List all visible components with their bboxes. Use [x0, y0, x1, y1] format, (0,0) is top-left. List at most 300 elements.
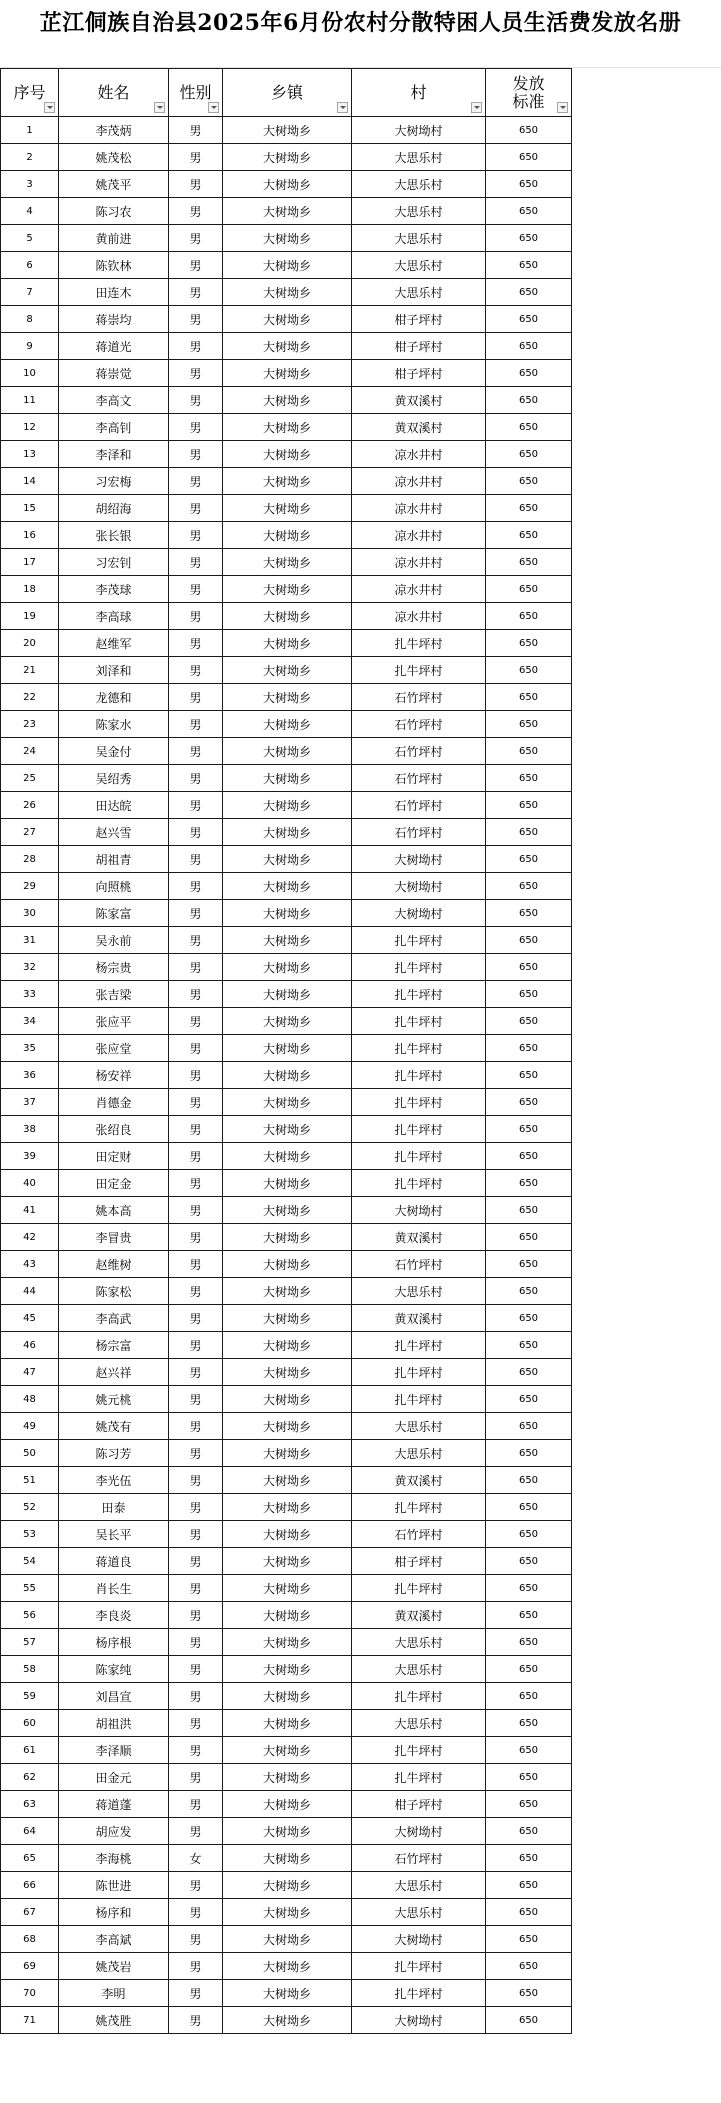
cell-township[interactable]: 大树坳乡	[223, 225, 352, 252]
cell-standard[interactable]: 650	[486, 1710, 572, 1737]
cell-name[interactable]: 胡祖洪	[59, 1710, 169, 1737]
cell-village[interactable]: 大思乐村	[352, 1440, 486, 1467]
cell-name[interactable]: 肖长生	[59, 1575, 169, 1602]
cell-village[interactable]: 大思乐村	[352, 1899, 486, 1926]
cell-township[interactable]: 大树坳乡	[223, 1440, 352, 1467]
filter-dropdown-icon[interactable]	[557, 102, 568, 113]
cell-standard[interactable]: 650	[486, 576, 572, 603]
cell-index[interactable]: 55	[1, 1575, 59, 1602]
cell-index[interactable]: 49	[1, 1413, 59, 1440]
cell-name[interactable]: 张长银	[59, 522, 169, 549]
cell-township[interactable]: 大树坳乡	[223, 1197, 352, 1224]
cell-standard[interactable]: 650	[486, 1602, 572, 1629]
cell-village[interactable]: 扎牛坪村	[352, 1764, 486, 1791]
cell-standard[interactable]: 650	[486, 171, 572, 198]
cell-index[interactable]: 21	[1, 657, 59, 684]
cell-standard[interactable]: 650	[486, 306, 572, 333]
cell-township[interactable]: 大树坳乡	[223, 981, 352, 1008]
cell-gender[interactable]: 男	[169, 765, 223, 792]
cell-village[interactable]: 大思乐村	[352, 1413, 486, 1440]
cell-gender[interactable]: 男	[169, 1359, 223, 1386]
cell-standard[interactable]: 650	[486, 468, 572, 495]
cell-index[interactable]: 4	[1, 198, 59, 225]
cell-index[interactable]: 13	[1, 441, 59, 468]
cell-standard[interactable]: 650	[486, 414, 572, 441]
cell-village[interactable]: 石竹坪村	[352, 1845, 486, 1872]
cell-gender[interactable]: 男	[169, 1953, 223, 1980]
cell-index[interactable]: 31	[1, 927, 59, 954]
cell-gender[interactable]: 男	[169, 1332, 223, 1359]
cell-index[interactable]: 12	[1, 414, 59, 441]
cell-township[interactable]: 大树坳乡	[223, 1791, 352, 1818]
cell-standard[interactable]: 650	[486, 657, 572, 684]
cell-name[interactable]: 刘昌宣	[59, 1683, 169, 1710]
cell-index[interactable]: 14	[1, 468, 59, 495]
cell-standard[interactable]: 650	[486, 738, 572, 765]
cell-gender[interactable]: 男	[169, 1737, 223, 1764]
cell-gender[interactable]: 男	[169, 1197, 223, 1224]
cell-gender[interactable]: 女	[169, 1845, 223, 1872]
cell-index[interactable]: 50	[1, 1440, 59, 1467]
cell-township[interactable]: 大树坳乡	[223, 333, 352, 360]
cell-name[interactable]: 杨序根	[59, 1629, 169, 1656]
cell-gender[interactable]: 男	[169, 1656, 223, 1683]
cell-index[interactable]: 61	[1, 1737, 59, 1764]
cell-village[interactable]: 大思乐村	[352, 225, 486, 252]
cell-gender[interactable]: 男	[169, 1629, 223, 1656]
cell-township[interactable]: 大树坳乡	[223, 1251, 352, 1278]
cell-gender[interactable]: 男	[169, 468, 223, 495]
cell-name[interactable]: 胡绍海	[59, 495, 169, 522]
cell-index[interactable]: 52	[1, 1494, 59, 1521]
cell-gender[interactable]: 男	[169, 1278, 223, 1305]
cell-township[interactable]: 大树坳乡	[223, 1224, 352, 1251]
cell-township[interactable]: 大树坳乡	[223, 1143, 352, 1170]
cell-standard[interactable]: 650	[486, 1845, 572, 1872]
cell-standard[interactable]: 650	[486, 1629, 572, 1656]
cell-township[interactable]: 大树坳乡	[223, 1467, 352, 1494]
cell-village[interactable]: 扎牛坪村	[352, 1494, 486, 1521]
cell-index[interactable]: 68	[1, 1926, 59, 1953]
cell-township[interactable]: 大树坳乡	[223, 468, 352, 495]
cell-index[interactable]: 36	[1, 1062, 59, 1089]
cell-name[interactable]: 赵兴祥	[59, 1359, 169, 1386]
cell-village[interactable]: 扎牛坪村	[352, 1062, 486, 1089]
cell-gender[interactable]: 男	[169, 1386, 223, 1413]
cell-village[interactable]: 扎牛坪村	[352, 1035, 486, 1062]
cell-gender[interactable]: 男	[169, 1035, 223, 1062]
cell-standard[interactable]: 650	[486, 630, 572, 657]
cell-standard[interactable]: 650	[486, 1575, 572, 1602]
cell-name[interactable]: 赵兴雪	[59, 819, 169, 846]
cell-index[interactable]: 38	[1, 1116, 59, 1143]
cell-standard[interactable]: 650	[486, 1251, 572, 1278]
cell-index[interactable]: 59	[1, 1683, 59, 1710]
column-header[interactable]	[169, 69, 223, 117]
cell-name[interactable]: 杨序和	[59, 1899, 169, 1926]
cell-index[interactable]: 11	[1, 387, 59, 414]
cell-township[interactable]: 大树坳乡	[223, 360, 352, 387]
cell-township[interactable]: 大树坳乡	[223, 954, 352, 981]
cell-gender[interactable]: 男	[169, 1602, 223, 1629]
cell-village[interactable]: 大思乐村	[352, 279, 486, 306]
cell-index[interactable]: 48	[1, 1386, 59, 1413]
cell-index[interactable]: 26	[1, 792, 59, 819]
cell-name[interactable]: 田定金	[59, 1170, 169, 1197]
cell-village[interactable]: 大思乐村	[352, 1710, 486, 1737]
cell-township[interactable]: 大树坳乡	[223, 1926, 352, 1953]
cell-township[interactable]: 大树坳乡	[223, 819, 352, 846]
cell-village[interactable]: 大思乐村	[352, 144, 486, 171]
cell-index[interactable]: 8	[1, 306, 59, 333]
cell-gender[interactable]: 男	[169, 684, 223, 711]
cell-name[interactable]: 习宏钊	[59, 549, 169, 576]
cell-village[interactable]: 石竹坪村	[352, 792, 486, 819]
cell-name[interactable]: 蒋崇均	[59, 306, 169, 333]
cell-name[interactable]: 张应堂	[59, 1035, 169, 1062]
cell-gender[interactable]: 男	[169, 1872, 223, 1899]
cell-township[interactable]: 大树坳乡	[223, 792, 352, 819]
cell-index[interactable]: 58	[1, 1656, 59, 1683]
cell-name[interactable]: 田定财	[59, 1143, 169, 1170]
cell-gender[interactable]: 男	[169, 819, 223, 846]
cell-township[interactable]: 大树坳乡	[223, 1710, 352, 1737]
cell-township[interactable]: 大树坳乡	[223, 1332, 352, 1359]
cell-standard[interactable]: 650	[486, 1143, 572, 1170]
cell-village[interactable]: 石竹坪村	[352, 1521, 486, 1548]
cell-standard[interactable]: 650	[486, 1008, 572, 1035]
cell-standard[interactable]: 650	[486, 549, 572, 576]
cell-township[interactable]: 大树坳乡	[223, 1602, 352, 1629]
cell-name[interactable]: 陈家水	[59, 711, 169, 738]
cell-name[interactable]: 田金元	[59, 1764, 169, 1791]
cell-village[interactable]: 扎牛坪村	[352, 657, 486, 684]
cell-index[interactable]: 27	[1, 819, 59, 846]
cell-township[interactable]: 大树坳乡	[223, 252, 352, 279]
cell-gender[interactable]: 男	[169, 1251, 223, 1278]
cell-standard[interactable]: 650	[486, 333, 572, 360]
cell-name[interactable]: 黄前进	[59, 225, 169, 252]
cell-township[interactable]: 大树坳乡	[223, 1170, 352, 1197]
column-header[interactable]	[59, 69, 169, 117]
cell-township[interactable]: 大树坳乡	[223, 1683, 352, 1710]
cell-index[interactable]: 32	[1, 954, 59, 981]
cell-standard[interactable]: 650	[486, 225, 572, 252]
cell-index[interactable]: 54	[1, 1548, 59, 1575]
cell-village[interactable]: 凉水井村	[352, 522, 486, 549]
cell-village[interactable]: 扎牛坪村	[352, 1737, 486, 1764]
cell-standard[interactable]: 650	[486, 873, 572, 900]
cell-village[interactable]: 大思乐村	[352, 1656, 486, 1683]
cell-standard[interactable]: 650	[486, 1872, 572, 1899]
cell-gender[interactable]: 男	[169, 1791, 223, 1818]
cell-standard[interactable]: 650	[486, 765, 572, 792]
cell-standard[interactable]: 650	[486, 144, 572, 171]
cell-gender[interactable]: 男	[169, 144, 223, 171]
cell-gender[interactable]: 男	[169, 495, 223, 522]
cell-name[interactable]: 胡祖青	[59, 846, 169, 873]
cell-index[interactable]: 34	[1, 1008, 59, 1035]
cell-name[interactable]: 姚茂岩	[59, 1953, 169, 1980]
cell-standard[interactable]: 650	[486, 1359, 572, 1386]
cell-village[interactable]: 石竹坪村	[352, 765, 486, 792]
cell-village[interactable]: 扎牛坪村	[352, 1008, 486, 1035]
cell-village[interactable]: 大树坳村	[352, 1818, 486, 1845]
column-header[interactable]	[352, 69, 486, 117]
cell-gender[interactable]: 男	[169, 225, 223, 252]
cell-township[interactable]: 大树坳乡	[223, 1548, 352, 1575]
cell-township[interactable]: 大树坳乡	[223, 198, 352, 225]
cell-standard[interactable]: 650	[486, 954, 572, 981]
cell-village[interactable]: 柑子坪村	[352, 306, 486, 333]
cell-name[interactable]: 吴长平	[59, 1521, 169, 1548]
cell-township[interactable]: 大树坳乡	[223, 1062, 352, 1089]
cell-gender[interactable]: 男	[169, 981, 223, 1008]
cell-gender[interactable]: 男	[169, 900, 223, 927]
cell-gender[interactable]: 男	[169, 792, 223, 819]
cell-village[interactable]: 黄双溪村	[352, 1224, 486, 1251]
cell-standard[interactable]: 650	[486, 279, 572, 306]
cell-gender[interactable]: 男	[169, 576, 223, 603]
cell-index[interactable]: 47	[1, 1359, 59, 1386]
cell-name[interactable]: 李高武	[59, 1305, 169, 1332]
cell-gender[interactable]: 男	[169, 873, 223, 900]
cell-village[interactable]: 扎牛坪村	[352, 1386, 486, 1413]
cell-index[interactable]: 56	[1, 1602, 59, 1629]
cell-village[interactable]: 凉水井村	[352, 549, 486, 576]
cell-village[interactable]: 扎牛坪村	[352, 1332, 486, 1359]
cell-index[interactable]: 29	[1, 873, 59, 900]
cell-township[interactable]: 大树坳乡	[223, 846, 352, 873]
cell-name[interactable]: 蒋道蓬	[59, 1791, 169, 1818]
cell-index[interactable]: 40	[1, 1170, 59, 1197]
cell-standard[interactable]: 650	[486, 846, 572, 873]
cell-township[interactable]: 大树坳乡	[223, 1629, 352, 1656]
cell-township[interactable]: 大树坳乡	[223, 684, 352, 711]
cell-village[interactable]: 扎牛坪村	[352, 630, 486, 657]
cell-standard[interactable]: 650	[486, 495, 572, 522]
cell-village[interactable]: 大树坳村	[352, 117, 486, 144]
cell-index[interactable]: 70	[1, 1980, 59, 2007]
cell-name[interactable]: 赵维树	[59, 1251, 169, 1278]
cell-township[interactable]: 大树坳乡	[223, 900, 352, 927]
cell-name[interactable]: 李泽顺	[59, 1737, 169, 1764]
cell-township[interactable]: 大树坳乡	[223, 1737, 352, 1764]
cell-index[interactable]: 57	[1, 1629, 59, 1656]
cell-index[interactable]: 16	[1, 522, 59, 549]
cell-gender[interactable]: 男	[169, 1980, 223, 2007]
cell-village[interactable]: 石竹坪村	[352, 819, 486, 846]
cell-village[interactable]: 黄双溪村	[352, 414, 486, 441]
cell-gender[interactable]: 男	[169, 603, 223, 630]
cell-index[interactable]: 60	[1, 1710, 59, 1737]
cell-gender[interactable]: 男	[169, 414, 223, 441]
cell-township[interactable]: 大树坳乡	[223, 279, 352, 306]
cell-name[interactable]: 姚元桃	[59, 1386, 169, 1413]
cell-village[interactable]: 凉水井村	[352, 468, 486, 495]
cell-standard[interactable]: 650	[486, 1548, 572, 1575]
cell-gender[interactable]: 男	[169, 117, 223, 144]
cell-gender[interactable]: 男	[169, 1224, 223, 1251]
cell-name[interactable]: 田达皖	[59, 792, 169, 819]
cell-village[interactable]: 大树坳村	[352, 873, 486, 900]
cell-name[interactable]: 吴金付	[59, 738, 169, 765]
cell-village[interactable]: 柑子坪村	[352, 360, 486, 387]
cell-standard[interactable]: 650	[486, 1764, 572, 1791]
cell-name[interactable]: 陈习芳	[59, 1440, 169, 1467]
cell-gender[interactable]: 男	[169, 1926, 223, 1953]
cell-gender[interactable]: 男	[169, 441, 223, 468]
cell-index[interactable]: 44	[1, 1278, 59, 1305]
cell-township[interactable]: 大树坳乡	[223, 522, 352, 549]
filter-dropdown-icon[interactable]	[471, 102, 482, 113]
cell-name[interactable]: 蒋道光	[59, 333, 169, 360]
cell-village[interactable]: 黄双溪村	[352, 1602, 486, 1629]
cell-township[interactable]: 大树坳乡	[223, 1845, 352, 1872]
cell-village[interactable]: 扎牛坪村	[352, 1683, 486, 1710]
cell-standard[interactable]: 650	[486, 522, 572, 549]
cell-name[interactable]: 李茂球	[59, 576, 169, 603]
cell-name[interactable]: 陈家纯	[59, 1656, 169, 1683]
cell-gender[interactable]: 男	[169, 2007, 223, 2034]
cell-township[interactable]: 大树坳乡	[223, 1818, 352, 1845]
cell-gender[interactable]: 男	[169, 1170, 223, 1197]
cell-gender[interactable]: 男	[169, 171, 223, 198]
cell-name[interactable]: 龙德和	[59, 684, 169, 711]
cell-index[interactable]: 37	[1, 1089, 59, 1116]
cell-index[interactable]: 9	[1, 333, 59, 360]
cell-index[interactable]: 66	[1, 1872, 59, 1899]
cell-village[interactable]: 大树坳村	[352, 2007, 486, 2034]
cell-gender[interactable]: 男	[169, 1548, 223, 1575]
cell-gender[interactable]: 男	[169, 738, 223, 765]
column-header[interactable]	[486, 69, 572, 117]
cell-standard[interactable]: 650	[486, 387, 572, 414]
cell-index[interactable]: 43	[1, 1251, 59, 1278]
cell-township[interactable]: 大树坳乡	[223, 1386, 352, 1413]
cell-standard[interactable]: 650	[486, 1089, 572, 1116]
cell-gender[interactable]: 男	[169, 360, 223, 387]
cell-name[interactable]: 李冒贵	[59, 1224, 169, 1251]
cell-township[interactable]: 大树坳乡	[223, 414, 352, 441]
cell-gender[interactable]: 男	[169, 1683, 223, 1710]
filter-dropdown-icon[interactable]	[154, 102, 165, 113]
cell-township[interactable]: 大树坳乡	[223, 1278, 352, 1305]
cell-standard[interactable]: 650	[486, 252, 572, 279]
cell-standard[interactable]: 650	[486, 927, 572, 954]
cell-gender[interactable]: 男	[169, 1764, 223, 1791]
cell-village[interactable]: 柑子坪村	[352, 333, 486, 360]
cell-village[interactable]: 扎牛坪村	[352, 1089, 486, 1116]
cell-name[interactable]: 田连木	[59, 279, 169, 306]
cell-standard[interactable]: 650	[486, 1494, 572, 1521]
cell-index[interactable]: 25	[1, 765, 59, 792]
cell-standard[interactable]: 650	[486, 1413, 572, 1440]
cell-township[interactable]: 大树坳乡	[223, 495, 352, 522]
cell-village[interactable]: 凉水井村	[352, 603, 486, 630]
cell-village[interactable]: 扎牛坪村	[352, 1170, 486, 1197]
cell-village[interactable]: 扎牛坪村	[352, 981, 486, 1008]
cell-village[interactable]: 大思乐村	[352, 171, 486, 198]
cell-standard[interactable]: 650	[486, 684, 572, 711]
cell-name[interactable]: 李海桃	[59, 1845, 169, 1872]
cell-gender[interactable]: 男	[169, 1467, 223, 1494]
cell-township[interactable]: 大树坳乡	[223, 1008, 352, 1035]
cell-name[interactable]: 陈习农	[59, 198, 169, 225]
cell-index[interactable]: 18	[1, 576, 59, 603]
cell-township[interactable]: 大树坳乡	[223, 2007, 352, 2034]
cell-index[interactable]: 71	[1, 2007, 59, 2034]
cell-standard[interactable]: 650	[486, 360, 572, 387]
cell-gender[interactable]: 男	[169, 279, 223, 306]
cell-name[interactable]: 杨宗贵	[59, 954, 169, 981]
cell-township[interactable]: 大树坳乡	[223, 1035, 352, 1062]
cell-gender[interactable]: 男	[169, 1494, 223, 1521]
cell-index[interactable]: 53	[1, 1521, 59, 1548]
cell-name[interactable]: 蒋道良	[59, 1548, 169, 1575]
cell-standard[interactable]: 650	[486, 1035, 572, 1062]
cell-village[interactable]: 扎牛坪村	[352, 927, 486, 954]
cell-township[interactable]: 大树坳乡	[223, 1953, 352, 1980]
cell-township[interactable]: 大树坳乡	[223, 1089, 352, 1116]
cell-village[interactable]: 大思乐村	[352, 252, 486, 279]
column-header[interactable]	[1, 69, 59, 117]
cell-name[interactable]: 姚茂胜	[59, 2007, 169, 2034]
cell-township[interactable]: 大树坳乡	[223, 1359, 352, 1386]
cell-village[interactable]: 大树坳村	[352, 846, 486, 873]
cell-township[interactable]: 大树坳乡	[223, 1872, 352, 1899]
cell-standard[interactable]: 650	[486, 1737, 572, 1764]
cell-name[interactable]: 李明	[59, 1980, 169, 2007]
cell-standard[interactable]: 650	[486, 2007, 572, 2034]
cell-gender[interactable]: 男	[169, 711, 223, 738]
cell-standard[interactable]: 650	[486, 1980, 572, 2007]
cell-standard[interactable]: 650	[486, 711, 572, 738]
cell-standard[interactable]: 650	[486, 1170, 572, 1197]
cell-standard[interactable]: 650	[486, 441, 572, 468]
cell-standard[interactable]: 650	[486, 1467, 572, 1494]
cell-standard[interactable]: 650	[486, 1926, 572, 1953]
cell-name[interactable]: 李茂炳	[59, 117, 169, 144]
cell-standard[interactable]: 650	[486, 792, 572, 819]
cell-index[interactable]: 67	[1, 1899, 59, 1926]
cell-township[interactable]: 大树坳乡	[223, 1764, 352, 1791]
cell-name[interactable]: 李光伍	[59, 1467, 169, 1494]
cell-index[interactable]: 20	[1, 630, 59, 657]
cell-name[interactable]: 刘泽和	[59, 657, 169, 684]
cell-township[interactable]: 大树坳乡	[223, 1521, 352, 1548]
cell-village[interactable]: 柑子坪村	[352, 1548, 486, 1575]
cell-standard[interactable]: 650	[486, 1197, 572, 1224]
cell-index[interactable]: 23	[1, 711, 59, 738]
cell-township[interactable]: 大树坳乡	[223, 738, 352, 765]
cell-index[interactable]: 42	[1, 1224, 59, 1251]
cell-standard[interactable]: 650	[486, 1953, 572, 1980]
cell-index[interactable]: 35	[1, 1035, 59, 1062]
cell-village[interactable]: 大思乐村	[352, 198, 486, 225]
cell-gender[interactable]: 男	[169, 657, 223, 684]
cell-name[interactable]: 杨安祥	[59, 1062, 169, 1089]
cell-village[interactable]: 黄双溪村	[352, 1305, 486, 1332]
cell-standard[interactable]: 650	[486, 1440, 572, 1467]
cell-index[interactable]: 28	[1, 846, 59, 873]
cell-gender[interactable]: 男	[169, 846, 223, 873]
cell-standard[interactable]: 650	[486, 1062, 572, 1089]
cell-village[interactable]: 扎牛坪村	[352, 954, 486, 981]
cell-name[interactable]: 习宏梅	[59, 468, 169, 495]
cell-index[interactable]: 65	[1, 1845, 59, 1872]
cell-name[interactable]: 李高文	[59, 387, 169, 414]
